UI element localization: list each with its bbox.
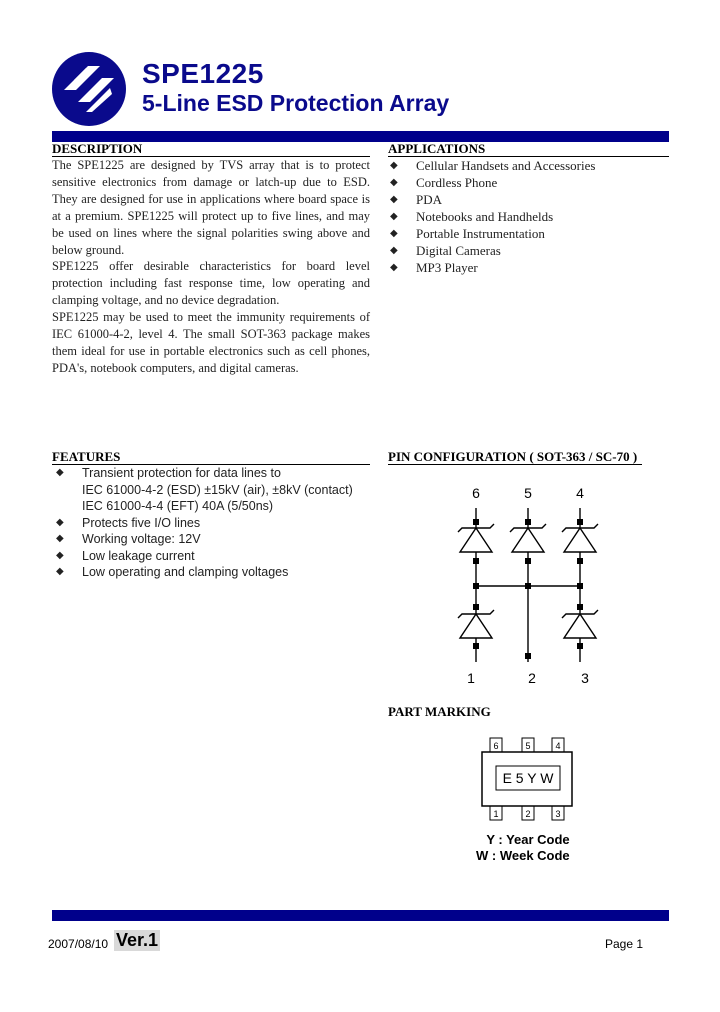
- pin-label: 4: [555, 741, 561, 751]
- diamond-bullet-icon: ◆: [390, 160, 398, 171]
- features-list: [54, 465, 353, 581]
- description-paragraph: SPE1225 may be used to meet the immunity requirements of IEC 61000-4-2, level 4. The small SOT-363 package makes them ideal for use in portable electronics such as cell phones, PDA's, notebook computers, and digital cameras.: [52, 310, 370, 375]
- diamond-bullet-icon: ◆: [56, 533, 64, 544]
- diamond-bullet-icon: ◆: [390, 245, 398, 256]
- pin-label: 3: [581, 670, 589, 686]
- pin-config-heading: PIN CONFIGURATION ( SOT-363 / SC-70 ): [388, 450, 642, 465]
- version-label: Ver.1: [116, 930, 159, 950]
- pin-label: 2: [528, 670, 536, 686]
- page-number: Page 1: [605, 937, 644, 951]
- pin-configuration-diagram: [440, 482, 610, 688]
- description-text: [52, 157, 370, 377]
- diamond-bullet-icon: ◆: [56, 549, 64, 561]
- legend-year: Y : Year Code: [486, 832, 570, 847]
- company-logo-icon: [50, 50, 128, 128]
- diamond-bullet-icon: ◆: [390, 228, 398, 239]
- footer-divider-bar: [52, 910, 669, 921]
- description-paragraph: The SPE1225 are designed by TVS array that is to protect sensitive electronics from damage or latch-up due to ESD. They are designed for use in applications where board space is at a premium. SPE1225 will protect up to five lines, and may be used on lines where the signal polarities swing above and below ground.: [52, 158, 370, 257]
- marking-legend: [476, 832, 570, 863]
- diamond-bullet-icon: ◆: [56, 566, 64, 577]
- feature-detail: IEC 61000-4-2 (ESD) ±15kV (air), ±8kV (contact): [82, 482, 353, 497]
- list-item: ◆ Transient protection for data lines to: [56, 466, 281, 480]
- pin-label: 4: [576, 485, 584, 501]
- page-subtitle: 5-Line ESD Protection Array: [142, 90, 450, 116]
- pin-label: 2: [525, 809, 531, 819]
- list-item: ◆ Protects five I/O lines: [56, 515, 201, 530]
- description-heading: DESCRIPTION: [52, 142, 370, 157]
- pin-label: 6: [472, 485, 480, 501]
- list-item: ◆ PDA: [390, 192, 443, 207]
- pin-label: 1: [493, 809, 499, 819]
- pin-label: 5: [525, 741, 531, 751]
- pin-label: 6: [493, 741, 499, 751]
- list-item: ◆ Cordless Phone: [390, 175, 498, 190]
- part-marking-heading: PART MARKING: [388, 704, 491, 719]
- pin-label: 5: [524, 485, 532, 501]
- applications-list: [388, 157, 595, 276]
- feature-detail: IEC 61000-4-4 (EFT) 40A (5/50ns): [82, 499, 274, 513]
- diamond-bullet-icon: ◆: [390, 262, 398, 273]
- list-item: ◆ MP3 Player: [390, 260, 478, 275]
- part-marking-diagram: [476, 736, 582, 824]
- diamond-bullet-icon: ◆: [390, 194, 398, 205]
- footer-date: 2007/08/10: [48, 937, 109, 951]
- list-item: ◆ Low leakage current: [56, 548, 195, 563]
- list-item: ◆ Working voltage: 12V: [56, 532, 201, 546]
- marking-code: E 5 Y W: [502, 770, 554, 786]
- list-item: ◆ Low operating and clamping voltages: [56, 565, 289, 579]
- pin-label: 1: [467, 670, 475, 686]
- features-heading: FEATURES: [52, 450, 370, 465]
- legend-week: W : Week Code: [476, 847, 570, 863]
- header-divider-bar: [52, 131, 669, 142]
- list-item: ◆ Digital Cameras: [390, 243, 501, 258]
- diamond-bullet-icon: ◆: [390, 211, 398, 222]
- description-paragraph: SPE1225 offer desirable characteristics for board level protection including fast response time, low operating and clamping voltage, and no device degradation.: [52, 259, 370, 308]
- diamond-bullet-icon: ◆: [390, 177, 398, 188]
- diamond-bullet-icon: ◆: [56, 467, 64, 478]
- part-number-title: SPE1225: [142, 58, 264, 89]
- list-item: ◆ Notebooks and Handhelds: [390, 209, 554, 224]
- list-item: ◆ Portable Instrumentation: [390, 226, 545, 241]
- diamond-bullet-icon: ◆: [56, 516, 64, 528]
- list-item: ◆ Cellular Handsets and Accessories: [390, 158, 596, 173]
- applications-heading: APPLICATIONS: [388, 142, 669, 157]
- pin-label: 3: [555, 809, 561, 819]
